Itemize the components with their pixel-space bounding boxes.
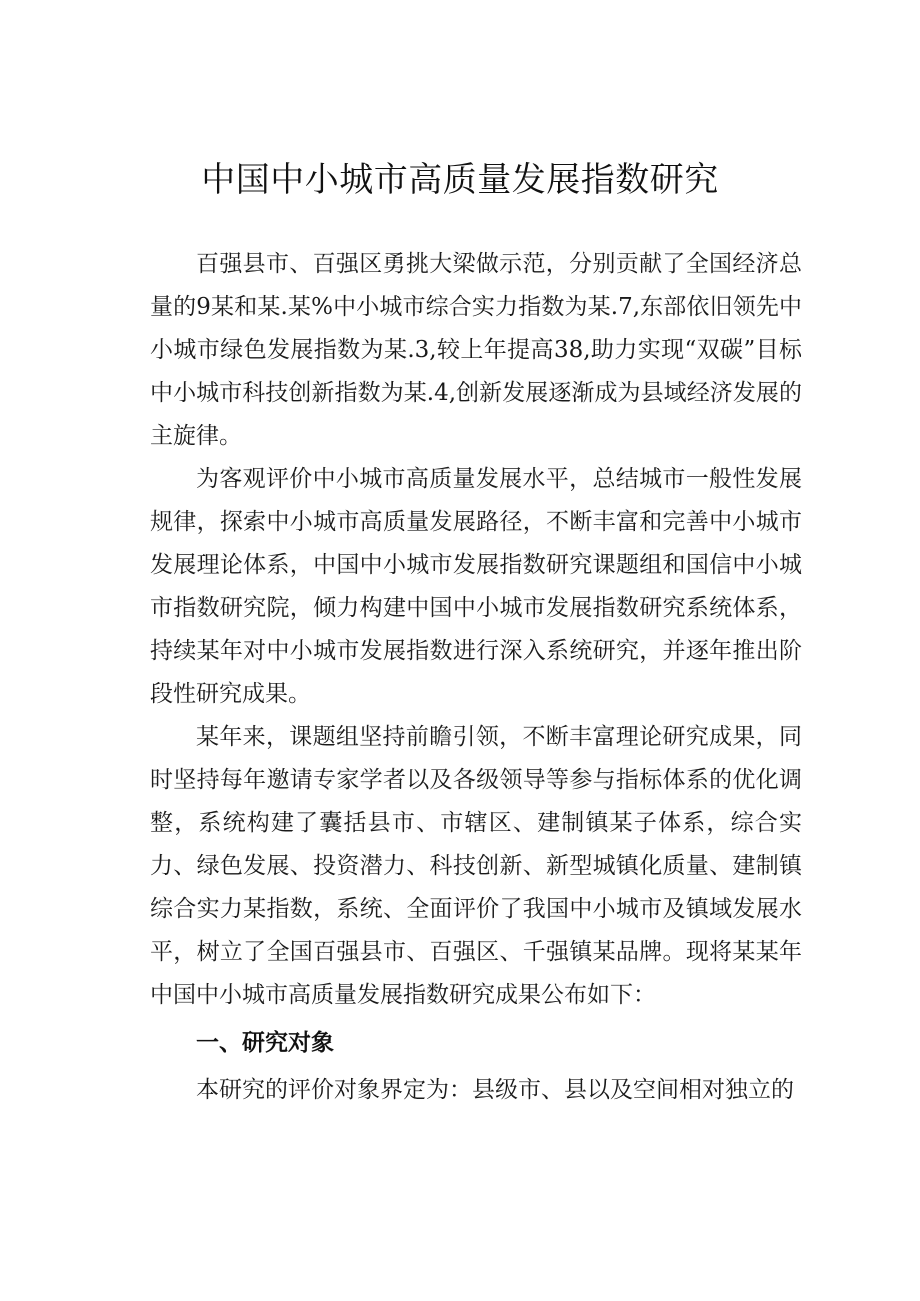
paragraph-2: 为客观评价中小城市高质量发展水平，总结城市一般性发展规律，探索中小城市高质量发展路径，不断丰富和完善中小城市发展理论体系，中国中小城市发展指数研究课题组和国信中小城市指数研究院，倾力构建中国中小城市发展指数研究系统体系，持续某年对中小城市发展指数进行深入系统研究，并逐年推出阶段性研究成果。 — [150, 466, 802, 707]
paragraph-1: 百强县市、百强区勇挑大梁做示范，分别贡献了全国经济总量的9某和某.某%中小城市综合实力指数为某.7,东部依旧领先中小城市绿色发展指数为某.3,较上年提高38,助力实现“双碳”目标中小城市科技创新指数为某.4,创新发展逐渐成为县域经济发展的主旋律。 — [150, 251, 802, 449]
document-body — [150, 243, 802, 1112]
section-heading: 一、研究对象 — [196, 1030, 334, 1056]
paragraph-3: 某年来，课题组坚持前瞻引领，不断丰富理论研究成果，同时坚持每年邀请专家学者以及各级领导等参与指标体系的优化调整，系统构建了囊括县市、市辖区、建制镇某子体系，综合实力、绿色发展、投资潜力、科技创新、新型城镇化质量、建制镇综合实力某指数，系统、全面评价了我国中小城市及镇域发展水平，树立了全国百强县市、百强区、千强镇某品牌。现将某某年中国中小城市高质量发展指数研究成果公布如下： — [150, 724, 802, 1008]
paragraph-4: 本研究的评价对象界定为：县级市、县以及空间相对独立的 — [196, 1077, 794, 1103]
document-title: 中国中小城市高质量发展指数研究 — [201, 160, 719, 200]
